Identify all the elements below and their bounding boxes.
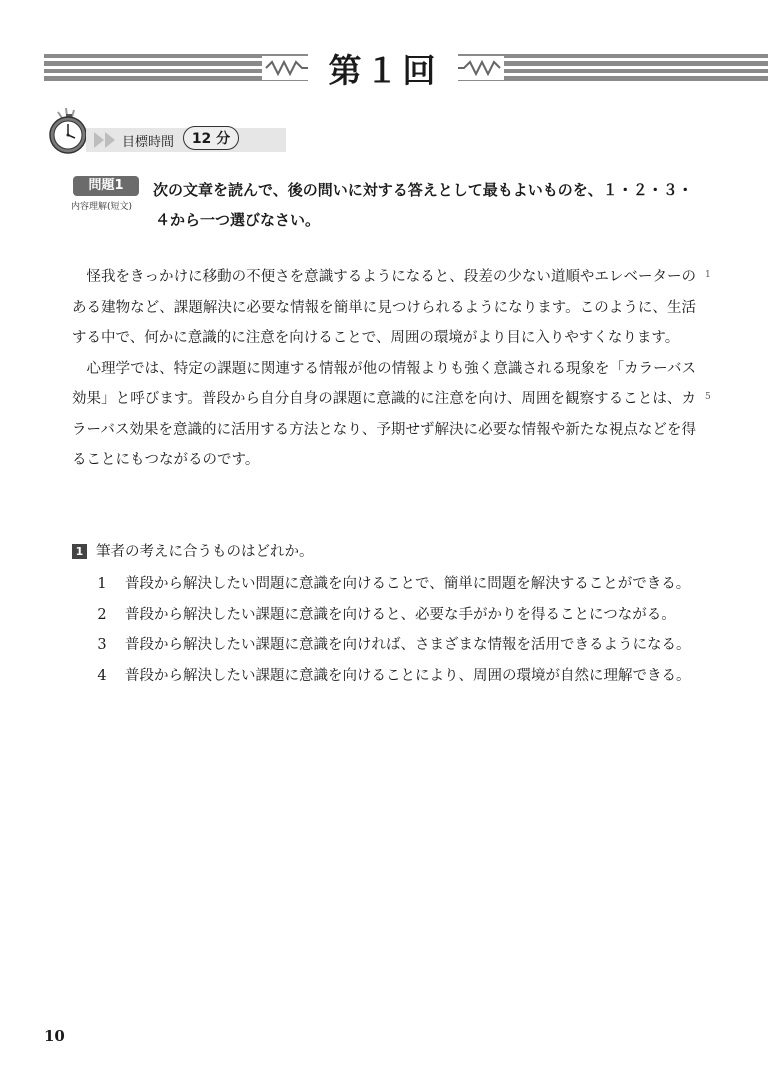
option-text: 普段から解決したい課題に意識を向けると、必要な手がかりを得ることにつながる。	[125, 606, 676, 623]
question-number-box: 1	[72, 544, 87, 559]
option-number: 2	[97, 606, 107, 623]
option-text: 普段から解決したい課題に意識を向けることにより、周囲の環境が自然に理解できる。	[125, 667, 691, 684]
answer-option-2	[96, 600, 696, 631]
instruction-line-1: 次の文章を読んで、後の問いに対する答えとして最もよいものを、１・２・３・	[153, 181, 693, 199]
option-text: 普段から解決したい課題に意識を向ければ、さまざまな情報を活用できるようになる。	[125, 637, 691, 653]
timer-graphic	[46, 108, 306, 158]
page-title: 第１回	[328, 51, 440, 90]
line-number-1: 1	[705, 270, 711, 280]
option-text: 普段から解決したい問題に意識を向けることで、簡単に問題を解決することができる。	[125, 576, 691, 592]
question-subtitle: 内容理解(短文)	[71, 202, 133, 212]
instruction-text	[153, 175, 713, 235]
answer-options	[96, 569, 696, 691]
passage-paragraph-2: 心理学では、特定の課題に関連する情報が他の情報よりも強く意識される現象を「カラーバス効果」と呼びます。普段から自分自身の課題に意識的に注意を向け、周囲を観察することは、カラーバス効果を意識的に活用する方法となり、予期せず解決に必要な情報や新たな視点などを得ることにもつながるのです。	[72, 360, 696, 468]
target-time-label: 目標時間	[122, 135, 175, 150]
answer-option-4	[96, 661, 696, 692]
answer-option-3	[96, 630, 696, 661]
right-stripe-bar	[458, 54, 768, 81]
reading-passage	[72, 262, 696, 476]
question-stem	[72, 540, 314, 564]
left-stripe-bar	[44, 54, 308, 81]
instruction-line-2: ４から一つ選びなさい。	[155, 211, 321, 229]
option-number: 3	[97, 637, 107, 653]
target-time-value: 12 分	[183, 126, 239, 150]
line-number-5: 5	[705, 392, 711, 402]
passage-paragraph-1: 怪我をきっかけに移動の不便さを意識するようになると、段差の少ない道順やエレベーターのある建物など、課題解決に必要な情報を簡単に見つけられるようになります。このように、生活する中で、何かに意識的に注意を向けることで、周囲の環境がより目に入りやすくなります。	[72, 269, 696, 346]
stopwatch-icon	[50, 108, 86, 153]
question-stem-text: 筆者の考えに合うものはどれか。	[96, 544, 314, 560]
page-number: 10	[44, 1027, 65, 1045]
answer-option-1	[96, 569, 696, 600]
option-number: 4	[97, 667, 107, 684]
question-badge: 問題1	[73, 176, 139, 196]
option-number: 1	[97, 576, 107, 592]
